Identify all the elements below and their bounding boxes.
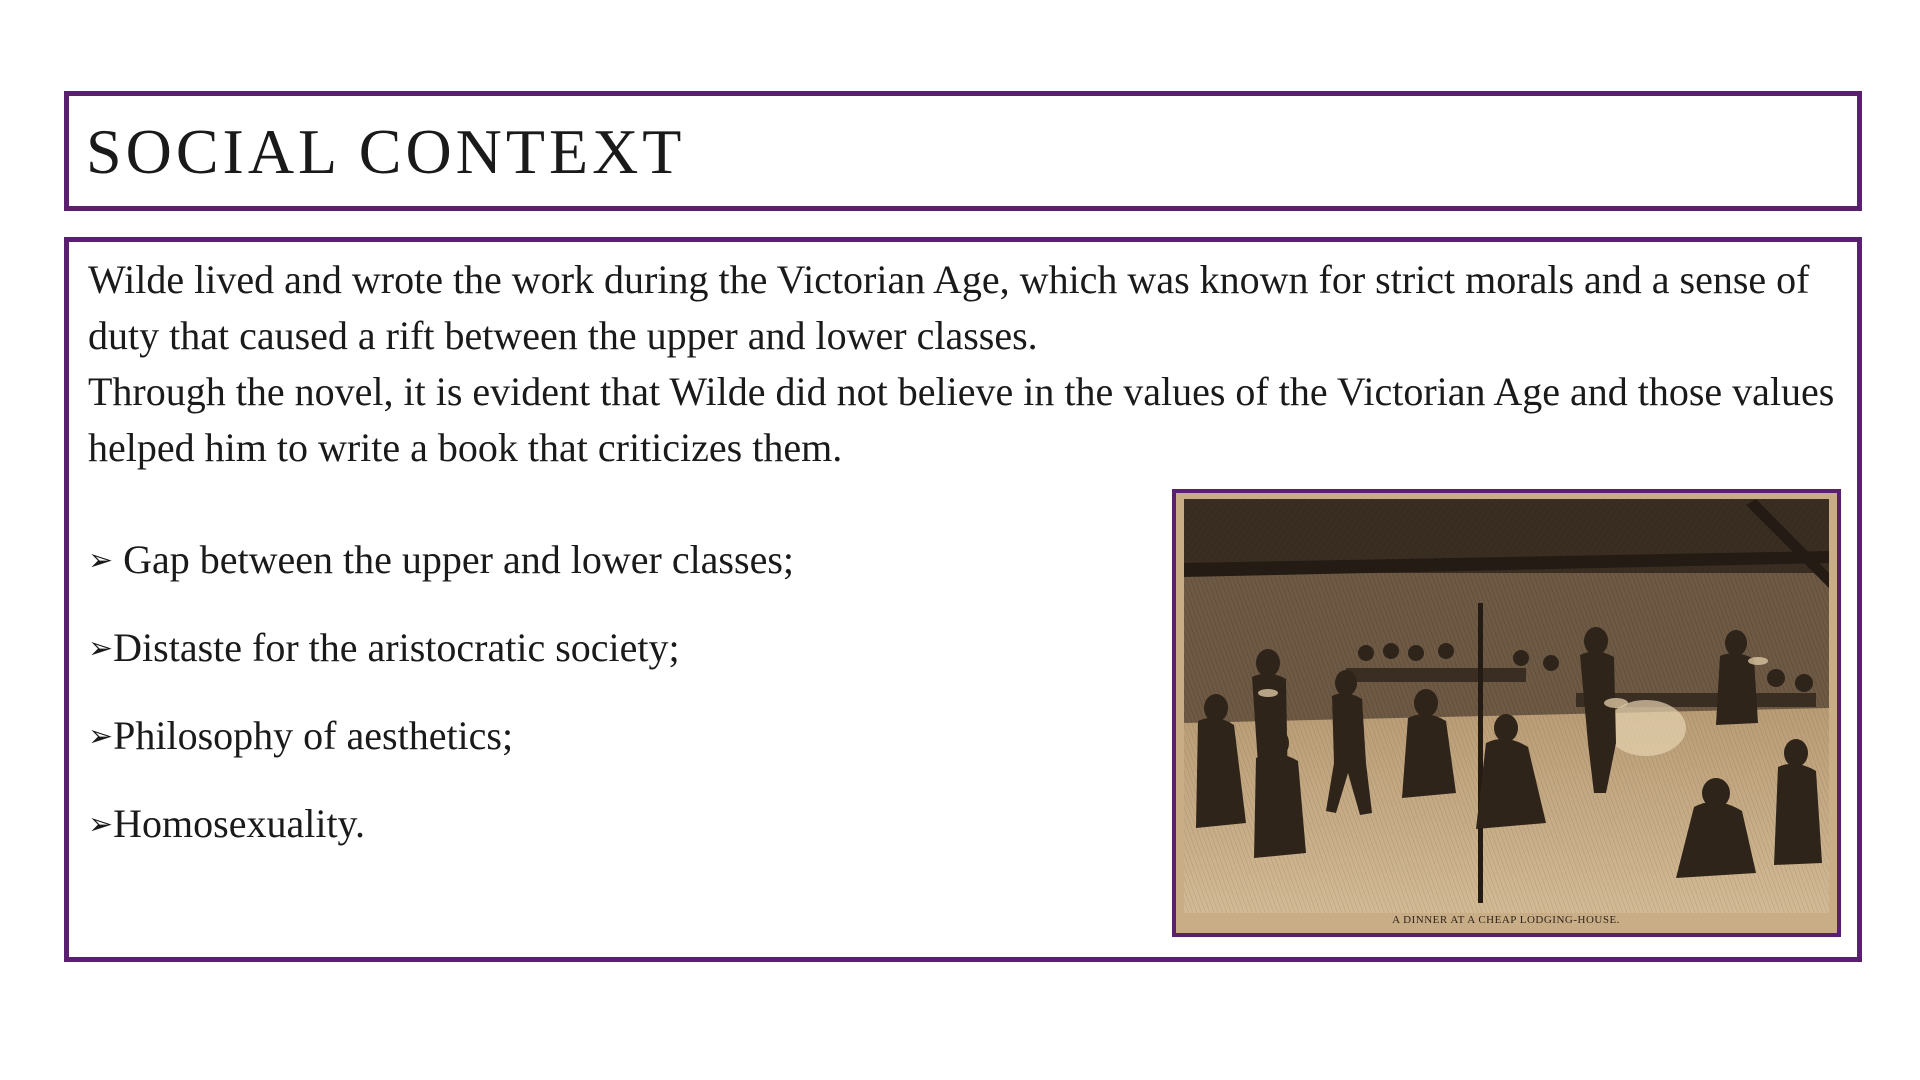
bullet-item <box>88 532 794 620</box>
bullet-item <box>88 708 794 796</box>
bullet-text: Gap between the upper and lower classes; <box>113 537 794 582</box>
bullet-list <box>88 532 794 884</box>
engraving-image <box>1172 489 1841 937</box>
arrow-bullet-icon: ➢ <box>88 631 114 666</box>
bullet-item <box>88 796 794 884</box>
intro-text <box>88 252 1848 476</box>
bullet-text: Homosexuality. <box>113 801 365 846</box>
engraving-illustration <box>1176 493 1837 933</box>
title-box <box>64 91 1862 211</box>
paragraph-2: Through the novel, it is evident that Wilde did not believe in the values of the Victorian Age and those values helped him to write a book that criticizes them. <box>88 369 1835 470</box>
arrow-bullet-icon: ➢ <box>88 807 114 842</box>
content-box <box>64 237 1862 962</box>
bullet-text: Philosophy of aesthetics; <box>113 713 514 758</box>
slide-title: SOCIAL CONTEXT <box>86 116 686 187</box>
paragraph-1: Wilde lived and wrote the work during the Victorian Age, which was known for strict morals and a sense of duty that caused a rift between the upper and lower classes. <box>88 257 1810 358</box>
bullet-text: Distaste for the aristocratic society; <box>113 625 680 670</box>
arrow-bullet-icon: ➢ <box>88 543 114 578</box>
arrow-bullet-icon: ➢ <box>88 719 114 754</box>
engraving-caption: A DINNER AT A CHEAP LODGING-HOUSE. <box>1392 914 1620 926</box>
bullet-item <box>88 620 794 708</box>
